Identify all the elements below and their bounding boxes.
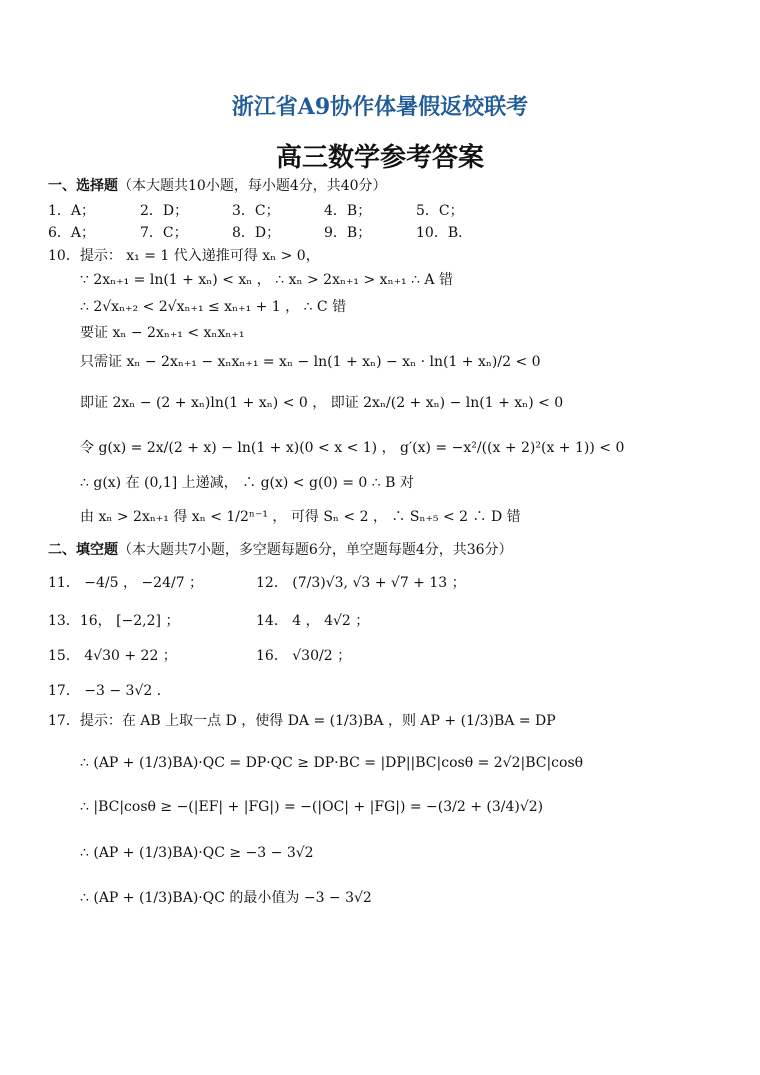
section2-heading: 二、填空题 <box>48 542 118 558</box>
choice-answer: 3．C； <box>232 203 280 219</box>
choice-answer: 9．B； <box>324 225 372 241</box>
choice-answer: 4．B； <box>324 203 372 219</box>
hint-line: 即证 2xₙ − (2 + xₙ)ln(1 + xₙ) < 0 ， 即证 2xₙ/(2 + xₙ) − ln(1 + xₙ) < 0 <box>80 395 564 411</box>
choice-answer: 5．C； <box>416 203 464 219</box>
fill-answer: 11． −4/5 ， −24/7 ； <box>48 575 204 591</box>
choice-answer: 7．C； <box>140 225 188 241</box>
fill-answer: 15． 4√30 + 22 ； <box>48 648 177 664</box>
choice-answer: 6．A； <box>48 225 96 241</box>
choice-answer: 1．A； <box>48 203 96 219</box>
fill-answer: 14． 4 ， 4√2 ； <box>256 613 370 629</box>
hint-line: 由 xₙ > 2xₙ₊₁ 得 xₙ < 1/2ⁿ⁻¹ ， 可得 Sₙ < 2 ， ∴ Sₙ₊₅ < 2 ∴ D 错 <box>80 509 521 525</box>
choice-answer: 8．D； <box>232 225 281 241</box>
page-title: 浙江省A9协作体暑假返校联考 <box>231 94 529 120</box>
hint-line: ∴ (AP + (1/3)BA)·QC 的最小值为 −3 − 3√2 <box>80 890 372 906</box>
section2-heading-line <box>48 540 513 560</box>
hint-line: 10．提示： x₁ = 1 代入递推可得 xₙ > 0， <box>48 248 320 264</box>
fill-answer: 13．16， [−2,2] ； <box>48 613 180 629</box>
hint-line: 只需证 xₙ − 2xₙ₊₁ − xₙxₙ₊₁ = xₙ − ln(1 + xₙ) − xₙ · ln(1 + xₙ)/2 < 0 <box>80 354 541 370</box>
fill-answer: 12． (7/3)√3, √3 + √7 + 13 ； <box>256 575 466 591</box>
fill-answer: 16． √30/2 ； <box>256 648 352 664</box>
hint-line: ∴ g(x) 在 (0,1] 上递减， ∴ g(x) < g(0) = 0 ∴ B 对 <box>80 475 414 491</box>
hint-line: ∴ 2√xₙ₊₂ < 2√xₙ₊₁ ≤ xₙ₊₁ + 1 ， ∴ C 错 <box>80 299 347 315</box>
hint-line: ∴ (AP + (1/3)BA)·QC = DP·QC ≥ DP·BC = |DP||BC|cosθ = 2√2|BC|cosθ <box>80 755 584 771</box>
choice-answer: 10．B． <box>416 225 473 241</box>
section1-note: （本大题共10小题，每小题4分，共40分） <box>118 178 387 194</box>
choice-answer: 2．D； <box>140 203 189 219</box>
hint-line: ∴ |BC|cosθ ≥ −(|EF| + |FG|) = −(|OC| + |FG|) = −(3/2 + (3/4)√2) <box>80 799 544 815</box>
hint-line: ∴ (AP + (1/3)BA)·QC ≥ −3 − 3√2 <box>80 845 314 861</box>
hint-line: ∵ 2xₙ₊₁ = ln(1 + xₙ) < xₙ ， ∴ xₙ > 2xₙ₊₁ > xₙ₊₁ ∴ A 错 <box>80 272 453 288</box>
section2-note: （本大题共7小题，多空题每题6分，单空题每题4分，共36分） <box>118 542 513 558</box>
section1-heading: 一、选择题 <box>48 178 118 194</box>
hint-line: 令 g(x) = 2x/(2 + x) − ln(1 + x)(0 < x < 1) ， g′(x) = −x²/((x + 2)²(x + 1)) < 0 <box>80 440 625 456</box>
hint-line: 要证 xₙ − 2xₙ₊₁ < xₙxₙ₊₁ <box>80 325 245 341</box>
fill-answer: 17． −3 − 3√2 ． <box>48 683 171 699</box>
section1-heading-line <box>48 176 387 196</box>
page-subtitle: 高三数学参考答案 <box>275 143 484 173</box>
hint-line: 17．提示：在 AB 上取一点 D ，使得 DA = (1/3)BA ，则 AP + (1/3)BA = DP <box>48 713 556 729</box>
